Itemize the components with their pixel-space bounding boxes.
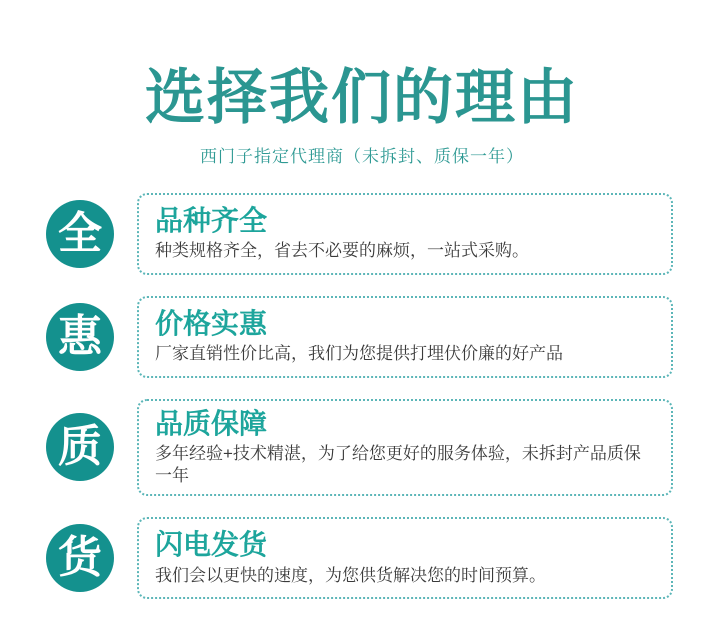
feature-badge-circle: 全 — [46, 200, 114, 268]
feature-card — [137, 517, 673, 599]
feature-description: 多年经验+技术精湛，为了给您更好的服务体验，未拆封产品质保一年 — [155, 443, 641, 485]
feature-title: 价格实惠 — [155, 307, 268, 339]
page-header — [0, 0, 724, 167]
feature-badge-circle: 惠 — [46, 303, 114, 371]
feature-row-quality — [46, 399, 673, 496]
feature-description: 我们会以更快的速度，为您供货解决您的时间预算。 — [155, 565, 546, 585]
feature-row-shipping — [46, 517, 673, 599]
feature-row-variety — [46, 193, 673, 275]
feature-list — [46, 193, 673, 599]
feature-badge-circle: 货 — [46, 524, 114, 592]
feature-card — [137, 193, 673, 275]
feature-description: 厂家直销性价比高，我们为您提供打埋伏价廉的好产品 — [155, 344, 563, 364]
feature-title: 品种齐全 — [155, 204, 268, 236]
feature-description: 种类规格齐全，省去不必要的麻烦，一站式采购。 — [155, 241, 529, 261]
feature-title: 品质保障 — [155, 407, 268, 439]
feature-card — [137, 399, 673, 496]
feature-badge-circle: 质 — [46, 413, 114, 481]
feature-card — [137, 296, 673, 378]
page-subtitle: 西门子指定代理商（未拆封、质保一年） — [200, 146, 524, 166]
feature-row-price — [46, 296, 673, 378]
feature-title: 闪电发货 — [155, 529, 268, 561]
page-title: 选择我们的理由 — [145, 65, 579, 131]
